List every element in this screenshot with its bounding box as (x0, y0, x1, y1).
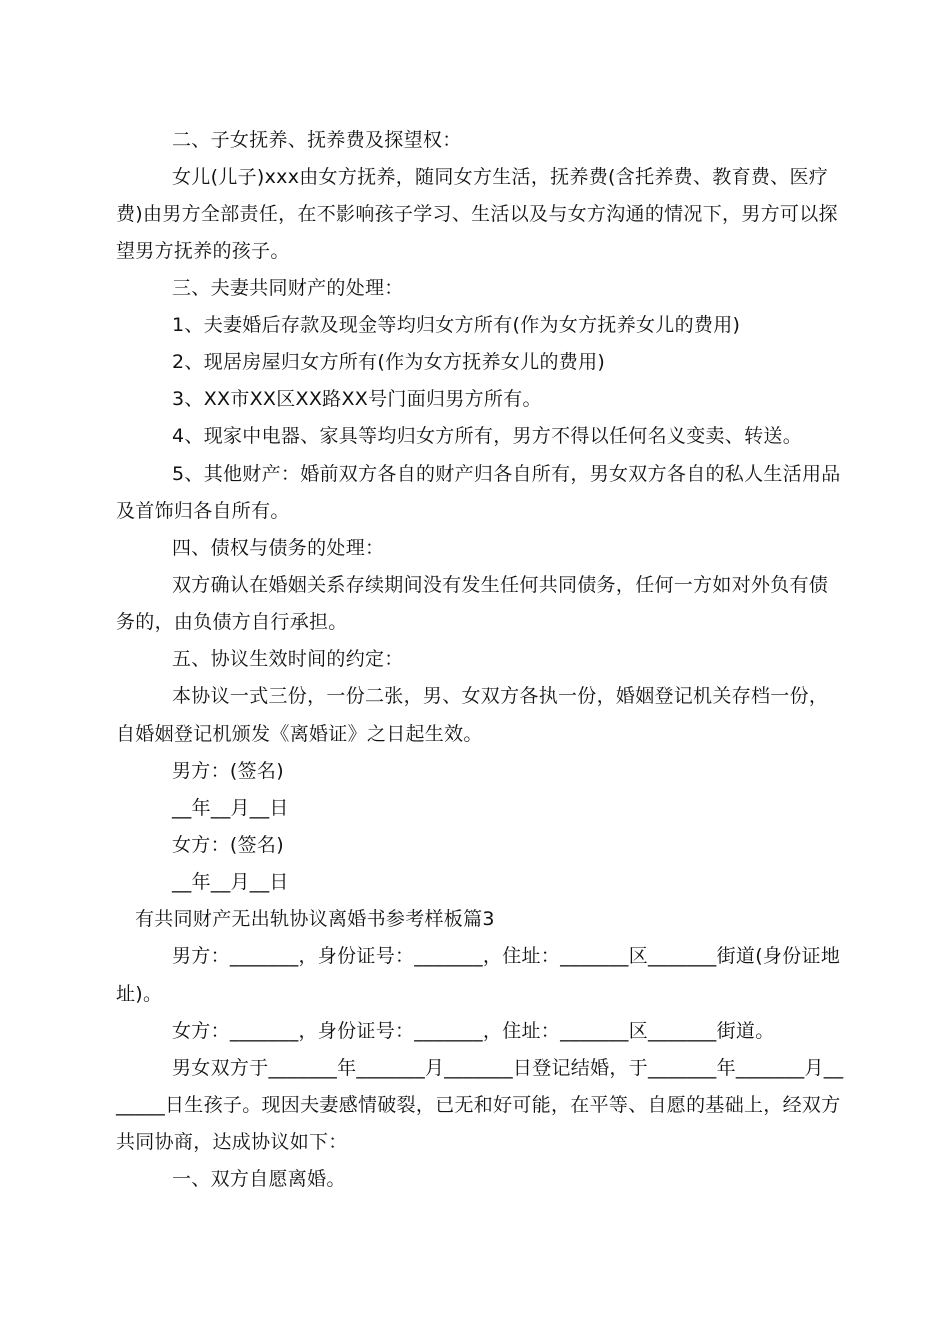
section-heading-divorce: 一、双方自愿离婚。 (172, 1168, 346, 1190)
list-item: 3、XX市XX区XX路XX号门面归男方所有。 (172, 388, 542, 410)
signature-line-wife: 女方：(签名) (172, 834, 284, 856)
list-item: 2、现居房屋归女方所有(作为女方抚养女儿的费用) (172, 351, 606, 373)
paragraph-line: 女儿(儿子)xxx由女方抚养，随同女方生活，抚养费(含托养费、教育费、医疗 (172, 166, 829, 188)
paragraph-line: _____日生孩子。现因夫妻感情破裂，已无和好可能，在平等、自愿的基础上，经双方 (116, 1094, 841, 1116)
section-heading-debts: 四、债权与债务的处理： (172, 537, 385, 559)
paragraph-line: 望男方抚养的孩子。 (116, 240, 290, 262)
paragraph-line: 双方确认在婚姻关系存续期间没有发生任何共同债务，任何一方如对外负有债 (172, 574, 829, 596)
paragraph-line: 男女双方于_______年_______月_______日登记结婚，于_______年_______月__ (172, 1057, 844, 1079)
paragraph-line: 自婚姻登记机颁发《离婚证》之日起生效。 (116, 723, 483, 745)
paragraph-line: 务的，由负债方自行承担。 (116, 611, 348, 633)
document-title: 有共同财产无出轨协议离婚书参考样板篇3 (135, 908, 495, 930)
section-heading-child-custody: 二、子女抚养、抚养费及探望权： (172, 129, 462, 151)
list-item: 4、现家中电器、家具等均归女方所有，男方不得以任何名义变卖、转送。 (172, 425, 802, 447)
paragraph-line: 本协议一式三份，一份二张，男、女双方各执一份，婚姻登记机关存档一份， (172, 685, 829, 707)
section-heading-effective-date: 五、协议生效时间的约定： (172, 648, 404, 670)
section-heading-property: 三、夫妻共同财产的处理： (172, 277, 404, 299)
date-line: __年__月__日 (172, 797, 289, 819)
paragraph-line: 共同协商，达成协议如下： (116, 1131, 348, 1153)
form-line-wife: 女方：_______，身份证号：_______，住址：_______区_______街道。 (172, 1020, 775, 1042)
paragraph-line: 址)。 (116, 983, 163, 1005)
list-item: 1、夫妻婚后存款及现金等均归女方所有(作为女方抚养女儿的费用) (172, 314, 741, 336)
date-line: __年__月__日 (172, 871, 289, 893)
paragraph-line: 费)由男方全部责任，在不影响孩子学习、生活以及与女方沟通的情况下，男方可以探 (116, 203, 838, 225)
form-line-husband: 男方：_______，身份证号：_______，住址：_______区_______街道(身份证地 (172, 945, 841, 967)
paragraph-line: 及首饰归各自所有。 (116, 500, 290, 522)
list-item: 5、其他财产：婚前双方各自的财产归各自所有，男女双方各自的私人生活用品 (172, 463, 841, 485)
signature-line-husband: 男方：(签名) (172, 760, 284, 782)
